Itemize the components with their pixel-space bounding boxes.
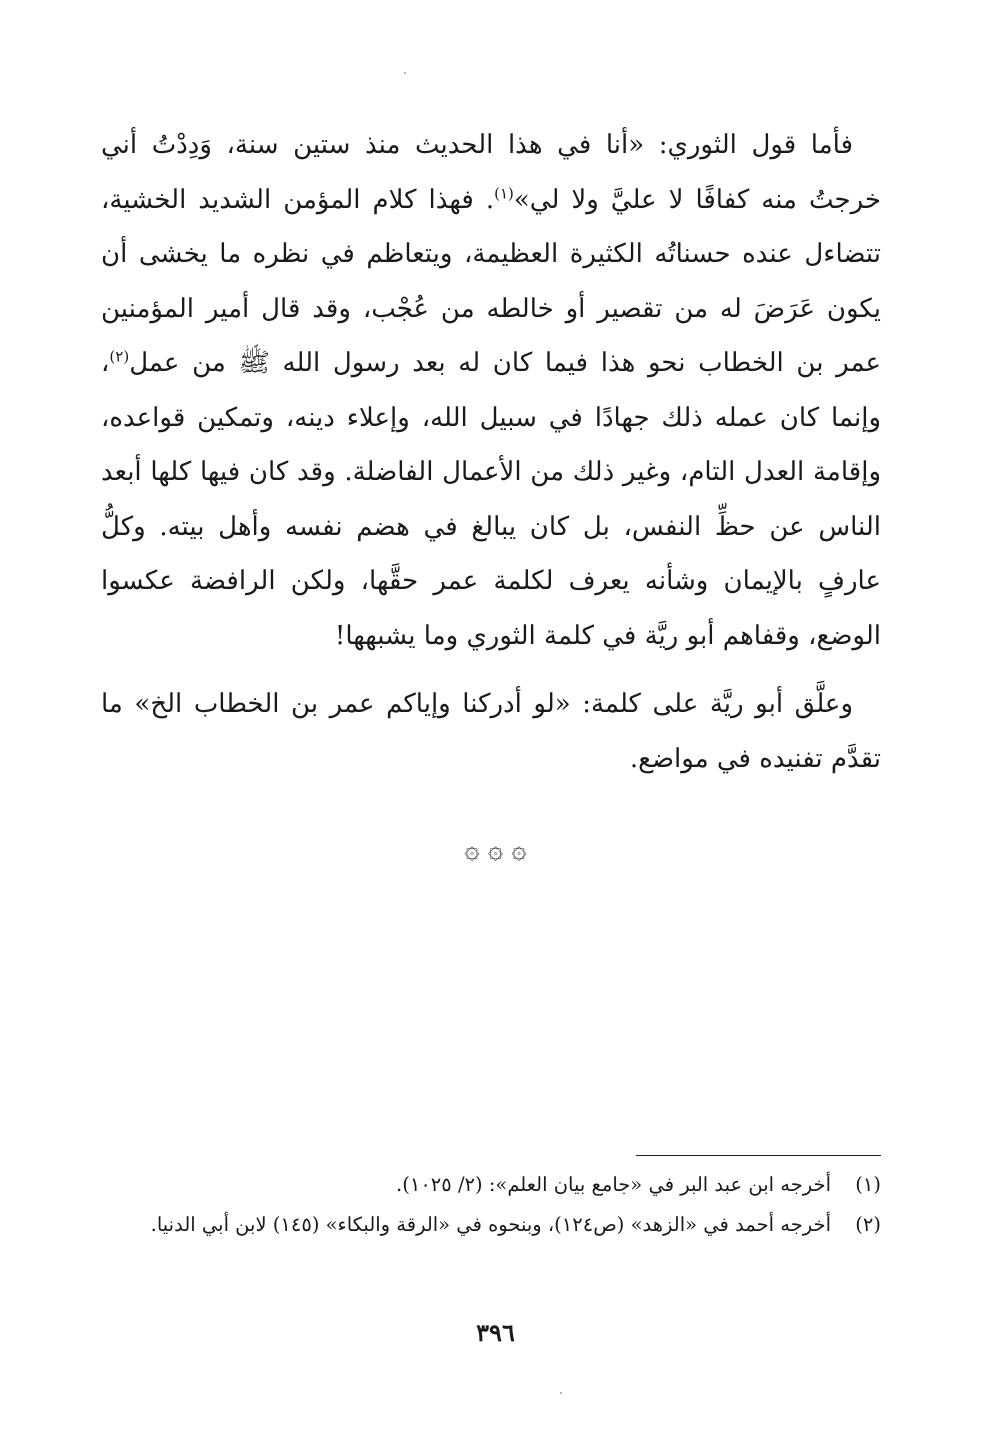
paragraph-1 <box>101 118 881 663</box>
text-segment: ، وإنما كان عمله ذلك جهادًا في سبيل الله، وإعلاء دينه، وتمكين قواعده، وإقامة العدل التام، وغير ذلك من الأعمال الفاضلة. وقد كان فيها كلها أبعد الناس عن حظِّ النفس، بل كان يبالغ في هضم نفسه وأهل بيته. وكلُّ عارفٍ بالإيمان وشأنه يعرف لكلمة عمر حقَّها، ولكن الرافضة عكسوا الوضع، وقفاهم أبو ريَّة في كلمة الثوري وما يشبهها! <box>101 348 881 651</box>
footnote-separator <box>636 1155 881 1156</box>
section-divider-ornaments: ۞ ۞ ۞ <box>464 835 527 865</box>
footnote-ref-1[interactable]: (١) <box>494 183 514 202</box>
footnotes <box>106 1165 881 1245</box>
text-segment: وعلَّق أبو ريَّة على كلمة: «لو أدركنا وإياكم عمر بن الخطاب الخ» ما تقدَّم تفنيده في مواضع. <box>101 689 881 774</box>
main-text <box>101 118 881 800</box>
scan-speck <box>404 72 406 74</box>
footnote-number: (٢) <box>855 1213 881 1236</box>
footnote-ref-2[interactable]: (٢) <box>109 347 130 366</box>
page-number: ٣٩٦ <box>476 1318 515 1347</box>
text-segment: فأما قول الثوري: «أنا في هذا الحديث منذ ستين سنة، وَدِدْتُ أني خرجتُ منه كفافًا لا عليَّ ولا لي» <box>101 130 882 215</box>
footnote-text: أخرجه ابن عبد البر في «جامع بيان العلم»: (٢/ ١٠٢٥). <box>396 1173 831 1196</box>
text-segment: . فهذا كلام المؤمن الشديد الخشية، تتضاءل عنده حسناتُه الكثيرة العظيمة، ويتعاظم في نظره ما يخشى أن يكون عَرَضَ له من تقصير أو خالطه من عُجْب، وقد قال أمير المؤمنين عمر بن الخطاب نحو هذا فيما كان له بعد رسول الله ﷺ من عمل <box>101 184 881 378</box>
paragraph-2 <box>101 677 881 786</box>
footnote-1 <box>106 1165 881 1205</box>
footnote-2 <box>106 1205 881 1245</box>
footnote-number: (١) <box>855 1173 881 1196</box>
scan-speck <box>560 1392 562 1394</box>
footnote-text: أخرجه أحمد في «الزهد» (ص١٢٤)، وبنحوه في «الرقة والبكاء» (١٤٥) لابن أبي الدنيا. <box>150 1213 831 1236</box>
